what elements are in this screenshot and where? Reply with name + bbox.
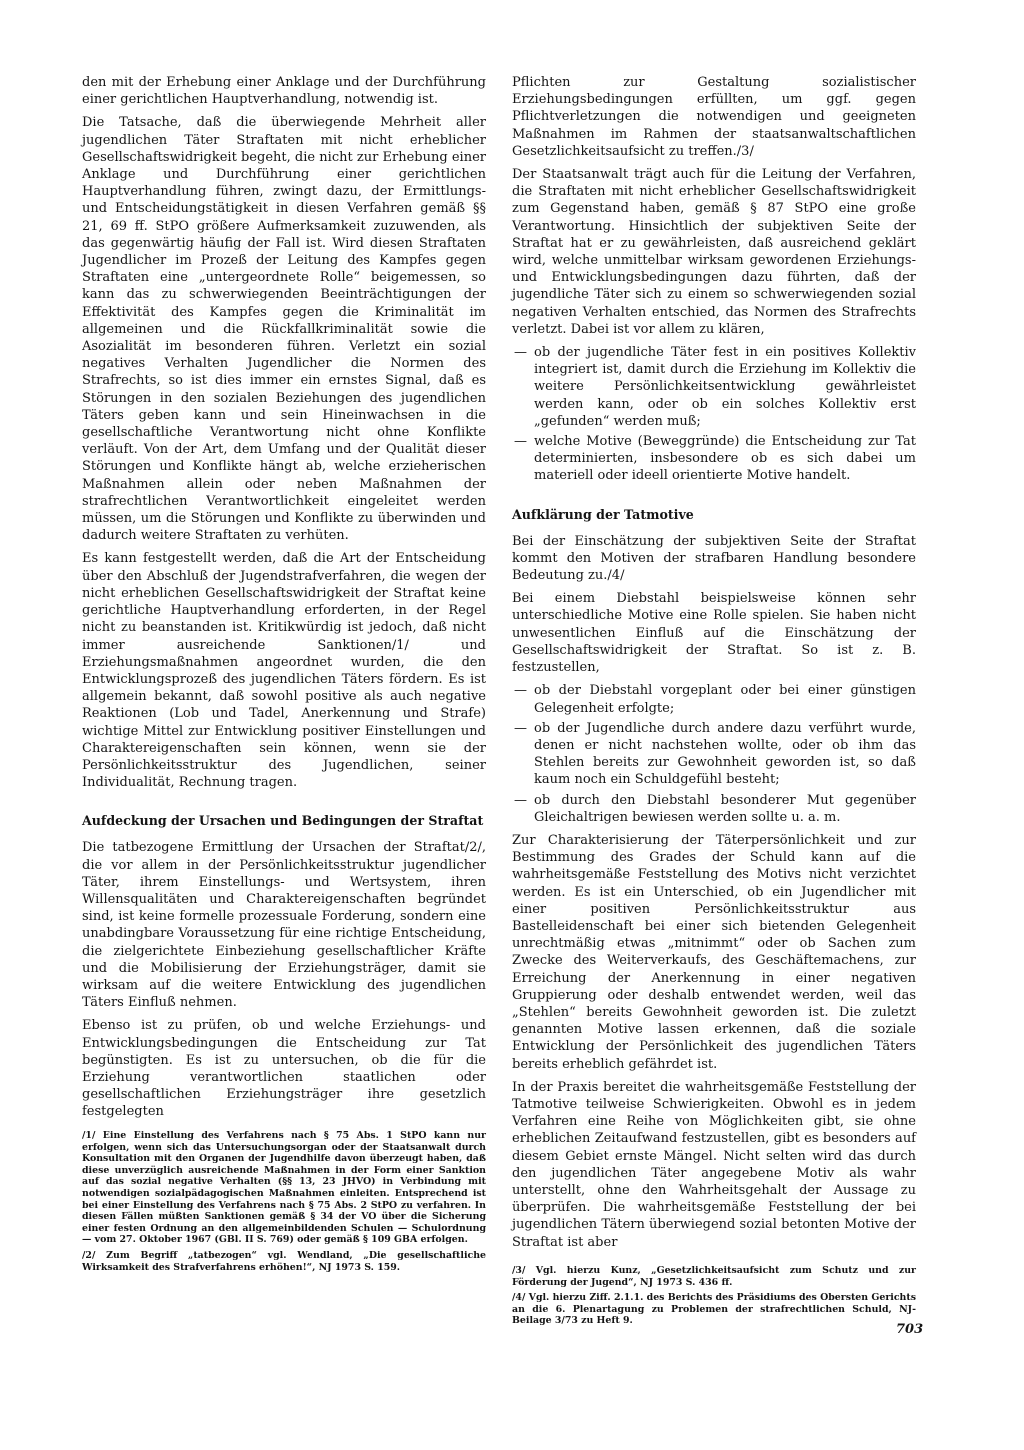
list-marker: — bbox=[514, 434, 527, 450]
list-item bbox=[512, 792, 916, 826]
list-marker: — bbox=[514, 792, 527, 808]
paragraph: Zur Charakterisierung der Täterpersönlichkeit und zur Bestimmung des Grades der Schuld kann auf die wahrheitsgemäße Feststellung des Motivs nicht verzichtet werden. Es ist ein Unterschied, ob ein Jugendlicher mit einer positiven Persönlichkeitsstruktur aus Bastelleidenschaft bei einer sich bietenden Gelegenheit unrechtmäßig etwas „mitnimmt“ oder ob Sachen zum Zwecke des Weiterverkaufs, des Geschäftemachens, zur Erreichung der Anerkennung in einer negativen Gruppierung oder deshalb entwendet werden, weil das „Stehlen“ bereits Gewohnheit geworden ist. Die zuletzt genannten Motive lassen erkennen, daß die soziale Entwicklung der Persönlichkeit des jugendlichen Täters bereits erheblich gefährdet ist. bbox=[512, 832, 916, 1072]
paragraph: Ebenso ist zu prüfen, ob und welche Erziehungs- und Entwicklungsbedingungen die Entscheidung zur Tat begünstigten. Es ist zu untersuchen, ob die für die Erziehung verantwortlichen staatlichen oder gesellschaftlichen Erziehungsträger ihre gesetzlich festgelegten bbox=[82, 1018, 486, 1120]
list-item-text: ob der Jugendliche durch andere dazu verführt wurde, denen er nicht nachstehen wollte, oder ob ihm das Stehlen bereits zur Gewohnheit geworden ist, so daß kaum noch ein Schuldgefühl besteht; bbox=[534, 720, 916, 788]
footnotes-right bbox=[512, 1265, 916, 1331]
paragraph: In der Praxis bereitet die wahrheitsgemäße Feststellung der Tatmotive teilweise Schwierigkeiten. Obwohl es in jedem Verfahren eine Reihe von Möglichkeiten gibt, sie ohne erheblichen Zeitaufwand festzustellen, gibt es besonders auf diesem Gebiet ernste Mängel. Nicht selten wird das durch den jugendlichen Täter angegebene Motiv als wahr unterstellt, ohne den Wahrheitsgehalt der Aussage zu überprüfen. Die wahrheitsgemäße Feststellung der bei jugendlichen Tätern überwiegend sozial betonten Motive der Straftat ist aber bbox=[512, 1079, 916, 1250]
list-marker: — bbox=[514, 683, 527, 699]
paragraph: den mit der Erhebung einer Anklage und der Durchführung einer gerichtlichen Hauptverhandlung, notwendig ist. bbox=[82, 75, 486, 108]
list-item bbox=[512, 344, 916, 430]
dash-list bbox=[512, 682, 916, 826]
paragraph: Pflichten zur Gestaltung sozialistischer Erziehungsbedingungen erfüllten, um ggf. gegen Pflichtverletzungen die notwendigen und geeigneten Maßnahmen im Rahmen der staatsanwaltschaftlichen Gesetzlichkeitsaufsicht zu treffen./3/ bbox=[512, 75, 916, 159]
paragraph: Der Staatsanwalt trägt auch für die Leitung der Verfahren, die Straftaten mit nicht erheblicher Gesellschaftswidrigkeit zum Gegenstand haben, gemäß § 87 StPO eine große Verantwortung. Hinsichtlich der subjektiven Seite der Straftat hat er zu gewährleisten, daß ausreichend geklärt wird, welche unmittelbar wirksam gewordenen Erziehungs- und Entwicklungsbedingungen dazu führten, daß der jugendliche Täter sich zu einem so schwerwiegenden sozial negativen Verhalten entschied, das Normen des Strafrechts verletzt. Dabei ist vor allem zu klären, bbox=[512, 167, 916, 337]
footnote: /1/ Eine Einstellung des Verfahrens nach § 75 Abs. 1 StPO kann nur erfolgen, wenn sich das Untersuchungsorgan oder der Staatsanwalt durch Konsultation mit den Organen der Jugendhilfe davon überzeugt haben, daß diese unverzüglich ausreichende Maßnahmen in der Form einer Sanktion auf das sozial negative Verhalten (§§ 13, 23 JHVO) in Verbindung mit notwendigen sozialpädagogischen Maßnahmen einleiten. Entsprechend ist bei einer Einstellung des Verfahrens nach § 75 Abs. 2 StPO zu verfahren. In diesen Fällen müßten Sanktionen gemäß § 34 der VO über die Sicherung einer festen Ordnung an den allgemeinbildenden Schulen — Schulordnung — vom 27. Oktober 1967 (GBl. II S. 769) oder gemäß § 109 GBA erfolgen. bbox=[82, 1130, 486, 1246]
list-item bbox=[512, 433, 916, 485]
list-item-text: ob der jugendliche Täter fest in ein positives Kollektiv integriert ist, damit durch die Erziehung im Kollektiv die weitere Persönlichkeitsentwicklung gewährleistet werden kann, oder ob ein solches Kollektiv erst „gefunden“ werden muß; bbox=[534, 345, 916, 429]
footnote: /3/ Vgl. hierzu Kunz, „Gesetzlichkeitsaufsicht zum Schutz und zur Förderung der Jugend“, NJ 1973 S. 436 ff. bbox=[512, 1265, 916, 1288]
list-item-text: welche Motive (Beweggründe) die Entscheidung zur Tat determinierten, insbesondere ob es sich dabei um materiell oder ideell orientierte Motive handelt. bbox=[534, 434, 916, 484]
dash-list bbox=[512, 344, 916, 485]
footnote: /4/ Vgl. hierzu Ziff. 2.1.1. des Berichts des Präsidiums des Obersten Gerichts an die 6. Plenartagung zu Problemen der strafrechtlichen Schuld, NJ-Beilage 3/73 zu Heft 9. bbox=[512, 1292, 916, 1327]
page-number: 703 bbox=[896, 1322, 924, 1337]
section-heading: Aufdeckung der Ursachen und Bedingungen der Straftat bbox=[82, 813, 484, 829]
list-marker: — bbox=[514, 345, 527, 361]
list-item-text: ob der Diebstahl vorgeplant oder bei einer günstigen Gelegenheit erfolgte; bbox=[534, 683, 916, 716]
list-item bbox=[512, 682, 916, 716]
list-marker: — bbox=[514, 720, 527, 736]
footnotes-left bbox=[82, 1130, 486, 1277]
paragraph: Bei der Einschätzung der subjektiven Seite der Straftat kommt den Motiven der strafbaren Handlung besondere Bedeutung zu./4/ bbox=[512, 533, 916, 584]
paragraph: Bei einem Diebstahl beispielsweise können sehr unterschiedliche Motive eine Rolle spielen. Sie haben nicht unwesentlichen Einfluß auf die Einschätzung der Gesellschaftswidrigkeit der Straftat. So ist z. B. festzustellen, bbox=[512, 591, 916, 676]
right-column bbox=[512, 74, 916, 1257]
list-item-text: ob durch den Diebstahl besonderer Mut gegenüber Gleichaltrigen bewiesen werden sollte u. a. m. bbox=[534, 792, 916, 825]
paragraph: Es kann festgestellt werden, daß die Art der Entscheidung über den Abschluß der Jugendstrafverfahren, die wegen der nicht erheblichen Gesellschaftswidrigkeit der Straftat keine gerichtliche Hauptverhandlung erforderten, in der Regel nicht zu beanstanden ist. Kritikwürdig ist jedoch, daß nicht immer ausreichende Sanktionen/1/ und Erziehungsmaßnahmen angeordnet wurden, die den Entwicklungsprozeß des jugendlichen Täters fördern. Es ist allgemein bekannt, daß sowohl positive als auch negative Reaktionen (Lob und Tadel, Anerkennung und Strafe) wichtige Mittel zur Entwicklung positiver Einstellungen und Charaktereigenschaften sein können, wenn sie der Persönlichkeitsstruktur des Jugendlichen, seiner Individualität, Rechnung tragen. bbox=[82, 551, 486, 791]
list-item bbox=[512, 720, 916, 789]
section-heading: Aufklärung der Tatmotive bbox=[512, 506, 694, 522]
footnote: /2/ Zum Begriff „tatbezogen“ vgl. Wendland, „Die gesellschaftliche Wirksamkeit des Strafverfahrens erhöhen!“, NJ 1973 S. 159. bbox=[82, 1249, 486, 1273]
left-column bbox=[82, 74, 486, 1127]
paragraph: Die tatbezogene Ermittlung der Ursachen der Straftat/2/, die vor allem in der Persönlichkeitsstruktur jugendlicher Täter, ihrem Einstellungs- und Wertsystem, ihren Willensqualitäten und Charaktereigenschaften begründet sind, ist keine formelle prozessuale Forderung, sondern eine unabdingbare Voraussetzung für eine richtige Entscheidung, die zielgerichtete Einbeziehung gesellschaftlicher Kräfte und die Mobilisierung der Erziehungsträger, damit sie wirksam auf die weitere Entwicklung des jugendlichen Täters Einfluß nehmen. bbox=[82, 840, 486, 1011]
paragraph: Die Tatsache, daß die überwiegende Mehrheit aller jugendlichen Täter Straftaten mit nicht erheblicher Gesellschaftswidrigkeit begeht, die nicht zur Erhebung einer Anklage und Durchführung einer gerichtlichen Hauptverhandlung führen, zwingt dazu, der Ermittlungs- und Entscheidungstätigkeit in diesen Verfahren gemäß §§ 21, 69 ff. StPO größere Aufmerksamkeit zuzuwenden, als das gegenwärtig häufig der Fall ist. Wird diesen Straftaten Jugendlicher im Prozeß der Leitung des Kampfes gegen Straftaten eine „untergeordnete Rolle“ beigemessen, so kann das zu schwerwiegenden Beeinträchtigungen der Effektivität des Kampfes gegen die Kriminalität im allgemeinen und die Rückfallkriminalität sowie die Asozialität im besonderen führen. Verletzt ein sozial negatives Verhalten Jugendlicher die Normen des Strafrechts, so ist dies immer ein ernstes Signal, daß es Störungen in den sozialen Beziehungen des jugendlichen Täters geben kann und sein Hineinwachsen in die gesellschaftliche Verantwortung nicht ohne Konflikte verläuft. Von der Art, dem Umfang und der Qualität dieser Störungen und Konflikte hängt ab, welche erzieherischen Maßnahmen allein oder neben Maßnahmen der strafrechtlichen Verantwortlichkeit eingeleitet werden müssen, um die Störungen und Konflikte zu überwinden und dadurch weitere Straftaten zu verhüten. bbox=[82, 115, 486, 544]
